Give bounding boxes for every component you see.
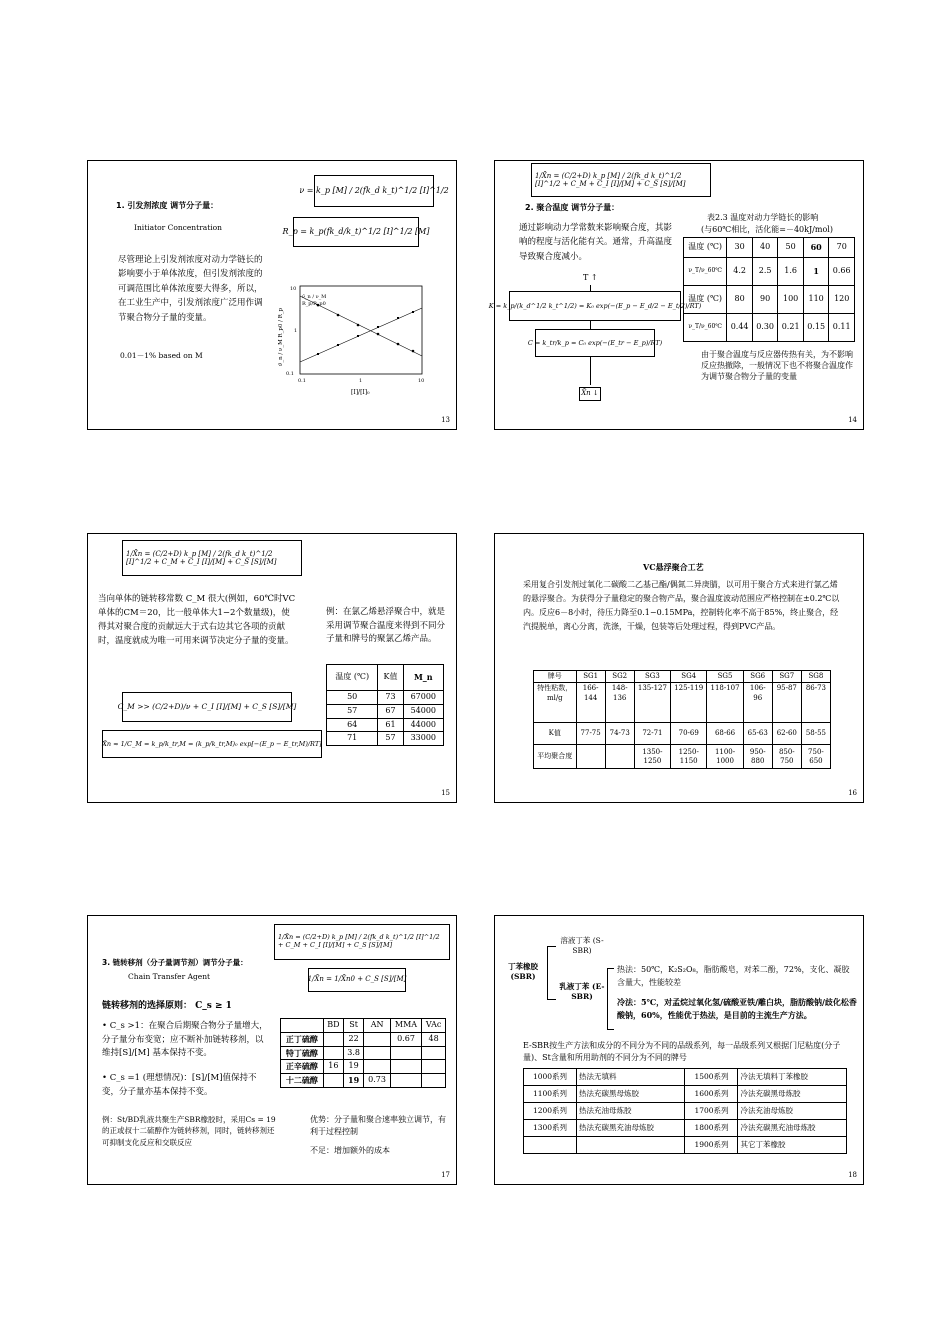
table-cell: 67000 bbox=[403, 691, 443, 705]
slide-number: 17 bbox=[441, 1170, 450, 1179]
table-cell bbox=[605, 745, 634, 769]
table-cell: 67 bbox=[378, 704, 403, 718]
table-cell bbox=[390, 1060, 421, 1074]
table-cell: 19 bbox=[343, 1074, 364, 1088]
slide-17 bbox=[87, 915, 457, 1185]
example: 例：St/BD乳液共聚生产SBR橡胶时，采用Cs = 19的正或叔十二硫醇作为链转移剂，同时，链转移剂还可抑制支化反应和交联反应 bbox=[102, 1115, 276, 1147]
table-cell: 0.11 bbox=[829, 314, 855, 342]
table-cell bbox=[576, 745, 605, 769]
table-cell: 热法充油母炼胶 bbox=[577, 1103, 685, 1120]
slide-18 bbox=[494, 915, 864, 1185]
slide-number: 16 bbox=[848, 788, 857, 797]
table-cell: 温度 (℃) bbox=[684, 286, 727, 314]
table-cell: 温度 (℃) bbox=[327, 665, 378, 691]
temperature-table bbox=[683, 237, 855, 342]
slide-title: 2. 聚合温度 调节分子量： bbox=[525, 203, 620, 212]
legend-item: ν̄_n / ν_M bbox=[302, 294, 327, 300]
table-cell: 74-73 bbox=[605, 723, 634, 745]
table-cell: 0.44 bbox=[727, 314, 753, 342]
table-cell: SG1 bbox=[576, 671, 605, 683]
table-cell: 正辛硫醇 bbox=[281, 1060, 324, 1074]
formula-nu: ν = k_p [M] / 2(fk_d k_t)^1/2 [I]^1/2 bbox=[314, 175, 434, 207]
table-cell: 30 bbox=[727, 238, 753, 258]
slide-number: 13 bbox=[441, 415, 450, 424]
disadvantage: 不足：增加额外的成本 bbox=[310, 1146, 390, 1155]
formula-rp: R_p = k_p(fk_d/k_t)^1/2 [I]^1/2 [M] bbox=[293, 217, 419, 247]
table-cell: 4.2 bbox=[727, 258, 753, 286]
slide-16 bbox=[494, 533, 864, 803]
table-cell bbox=[524, 1137, 577, 1154]
table-cell: 1500系列 bbox=[685, 1069, 738, 1086]
table-cell: 44000 bbox=[403, 718, 443, 732]
ctsa-table bbox=[280, 1018, 446, 1088]
tick-label: 10 bbox=[290, 286, 297, 292]
table-cell: 118-107 bbox=[707, 683, 743, 723]
formula-cm: C_M >> (C/2+D)/ν + C_I [I]/[M] + C_S [S]/[M] bbox=[122, 692, 292, 722]
table-cell: ν_T/ν_60℃ bbox=[684, 314, 727, 342]
table-cell: 106-96 bbox=[743, 683, 772, 723]
formula-xn: 1/X̄n = (C/2+D) k_p [M] / 2(fk_d k_t)^1/2 [I]^1/2 + C_M + C_I [I]/[M] + C_S [S]/[M] bbox=[274, 924, 450, 960]
table-cell: 热法无填料 bbox=[577, 1069, 685, 1086]
table-cell: 1300系列 bbox=[524, 1120, 577, 1137]
table-cell: 125-119 bbox=[671, 683, 707, 723]
branch-emulsion: 乳液丁苯 (E-SBR) bbox=[559, 982, 605, 1002]
table-cell bbox=[323, 1046, 343, 1060]
table-cell: 86-73 bbox=[801, 683, 830, 723]
table-cell: 热法充碳黑充油母炼胶 bbox=[577, 1120, 685, 1137]
table-cell: 冷法充油母炼胶 bbox=[738, 1103, 847, 1120]
table-cell: 850-750 bbox=[772, 745, 801, 769]
table-cell: BD bbox=[323, 1019, 343, 1033]
table-cell bbox=[390, 1074, 421, 1088]
table-cell: 1200系列 bbox=[524, 1103, 577, 1120]
table-cell: 1000系列 bbox=[524, 1069, 577, 1086]
table-cell: 70 bbox=[829, 238, 855, 258]
legend-item: R_p/R_p0 bbox=[302, 301, 326, 307]
table-cell: 80 bbox=[727, 286, 753, 314]
tick-label: 10 bbox=[418, 378, 425, 384]
table-cell bbox=[577, 1137, 685, 1154]
table-cell: 其它丁苯橡胶 bbox=[738, 1137, 847, 1154]
table-cell: SG7 bbox=[772, 671, 801, 683]
table-cell: 0.15 bbox=[803, 314, 829, 342]
table-cell: 33000 bbox=[403, 732, 443, 746]
table-cell: 0.21 bbox=[778, 314, 804, 342]
table-cell bbox=[281, 1019, 324, 1033]
table-cell: 冷法充碳黑母炼胶 bbox=[738, 1086, 847, 1103]
advantage: 优势：分子量和聚合速率独立调节，有利于过程控制 bbox=[310, 1115, 446, 1136]
slide-title: VC悬浮聚合工艺 bbox=[643, 562, 704, 572]
brace bbox=[547, 946, 556, 1000]
slide-number: 14 bbox=[848, 415, 857, 424]
table-cell: 正丁硫醇 bbox=[281, 1032, 324, 1046]
table-cell: 特性粘数，ml/g bbox=[534, 683, 577, 723]
formula-xn-approx: X̄n ≈ 1/C_M = k_p/k_tr,M = (k_p/k_tr,M)₀ exp[−(E_p − E_tr,M)/RT] bbox=[102, 730, 322, 758]
table-cell: 72-71 bbox=[634, 723, 670, 745]
formula-c: C = k_tr/k_p = C₀ exp(−(E_tr − E_p)/RT) bbox=[535, 329, 655, 357]
table-cell: 0.30 bbox=[752, 314, 778, 342]
table-cell: 1100系列 bbox=[524, 1086, 577, 1103]
table-cell bbox=[422, 1046, 446, 1060]
table-cell: 148-136 bbox=[605, 683, 634, 723]
table-cell: 61 bbox=[378, 718, 403, 732]
table-cell: 1350-1250 bbox=[634, 745, 670, 769]
table-cell: 40 bbox=[752, 238, 778, 258]
table-caption: 表2.3 温度对动力学链长的影响 bbox=[707, 213, 819, 222]
table-cell: 950-880 bbox=[743, 745, 772, 769]
table-cell: 54000 bbox=[403, 704, 443, 718]
temperature-up: T ↑ bbox=[583, 273, 598, 282]
xn-down: X̄n ↓ bbox=[579, 387, 601, 401]
table-cell: SG2 bbox=[605, 671, 634, 683]
x-axis-label: [I]/[I]₀ bbox=[351, 389, 370, 396]
table-cell: 58-55 bbox=[801, 723, 830, 745]
table-cell: 牌号 bbox=[534, 671, 577, 683]
paragraph-2: 例：在氯乙烯悬浮聚合中，就是采用调节聚合温度来得到不同分子量和牌号的聚氯乙烯产品。 bbox=[326, 607, 446, 645]
table-cell: 73 bbox=[378, 691, 403, 705]
table-cell: 冷法无填料丁苯橡胶 bbox=[738, 1069, 847, 1086]
slide-13 bbox=[87, 160, 457, 430]
slide-title: 3. 链转移剂（分子量调节剂）调节分子量： bbox=[102, 958, 248, 967]
paragraph: E-SBR按生产方法和成分的不同分为不同的品级系列，每一品级系列又根据门尼粘度(分子量)、St含量和所用助剂的不同分为不同的牌号 bbox=[523, 1041, 841, 1062]
slide-number: 18 bbox=[848, 1170, 857, 1179]
table-cell: 68-66 bbox=[707, 723, 743, 745]
table-cell bbox=[323, 1074, 343, 1088]
table-cell: 平均聚合度 bbox=[534, 745, 577, 769]
table-cell: 十二硫醇 bbox=[281, 1074, 324, 1088]
table-cell: 57 bbox=[378, 732, 403, 746]
table-cell: 1800系列 bbox=[685, 1120, 738, 1137]
formula-k: K = k_p/(k_d^1/2 k_t^1/2) = K₀ exp(−(E_p − E_d/2 − E_t/2)/RT) bbox=[509, 291, 681, 321]
table-cell bbox=[364, 1060, 390, 1074]
table-cell: 71 bbox=[327, 732, 378, 746]
hot-method: 热法：50℃，K₂S₂O₈，脂肪酸皂，对苯二酚，72%，支化、凝胶含量大，性能较差 bbox=[617, 965, 850, 987]
slide-title: 1. 引发剂浓度 调节分子量： bbox=[116, 201, 219, 210]
table-cell: 0.66 bbox=[829, 258, 855, 286]
table-cell: SG8 bbox=[801, 671, 830, 683]
paragraph: 尽管理论上引发剂浓度对动力学链长的影响要小于单体浓度，但引发剂浓度的可调范围比单体浓度要大得多，所以，在工业生产中，引发剂浓度广泛用作调节聚合物分子量的变量。 bbox=[118, 255, 263, 323]
paragraph: 通过影响动力学常数来影响聚合度，其影响的程度与活化能有关。通常，升高温度导致聚合度减小。 bbox=[519, 223, 673, 262]
table-cell: SG6 bbox=[743, 671, 772, 683]
tick-label: 0.1 bbox=[286, 371, 294, 377]
table-cell: St bbox=[343, 1019, 364, 1033]
table-cell: 3.8 bbox=[343, 1046, 364, 1060]
table-cell: 1900系列 bbox=[685, 1137, 738, 1154]
brace bbox=[607, 968, 614, 1030]
table-cell: 0.73 bbox=[364, 1074, 390, 1088]
table-cell: 90 bbox=[752, 286, 778, 314]
table-cell: 750-650 bbox=[801, 745, 830, 769]
principle: 链转移剂的选择原则： C_s ≥ 1 bbox=[102, 1001, 232, 1011]
table-cell: 62-60 bbox=[772, 723, 801, 745]
table-cell: 热法充碳黑母炼胶 bbox=[577, 1086, 685, 1103]
table-cell: 19 bbox=[343, 1060, 364, 1074]
table-cell: 77-75 bbox=[576, 723, 605, 745]
paragraph-2: 由于聚合温度与反应器传热有关，为不影响反应热撤除，一般情况下也不将聚合温度作为调节聚合物分子量的变量 bbox=[701, 350, 853, 382]
table-cell: 16 bbox=[323, 1060, 343, 1074]
table-cell: 70-69 bbox=[671, 723, 707, 745]
table-cell: 57 bbox=[327, 704, 378, 718]
slide-14 bbox=[488, 160, 864, 430]
table-cell: VAc bbox=[422, 1019, 446, 1033]
note: 0.01－1% based on M bbox=[120, 351, 203, 360]
paragraph: 当向单体的链转移常数 C_M 很大(例如，60℃时VC单体的CM＝20，比一般单体大1−2个数量级)，使得其对聚合度的贡献远大于式右边其它各项的贡献时，温度就成为唯一可用来调节决定分子量的变量。 bbox=[98, 594, 296, 647]
pvc-grade-table bbox=[533, 670, 831, 769]
table-cell: ν_T/ν_60℃ bbox=[684, 258, 727, 286]
table-cell: 1250-1150 bbox=[671, 745, 707, 769]
initiator-chart bbox=[268, 276, 438, 401]
table-cell: 冷法充碳黑充油母炼胶 bbox=[738, 1120, 847, 1137]
table-cell: 50 bbox=[327, 691, 378, 705]
table-cell: 100 bbox=[778, 286, 804, 314]
table-cell: 0.67 bbox=[390, 1032, 421, 1046]
table-cell: 48 bbox=[422, 1032, 446, 1046]
table-cell: SG4 bbox=[671, 671, 707, 683]
root-label: 丁苯橡胶 (SBR) bbox=[508, 962, 538, 982]
slide-subtitle: Initiator Concentration bbox=[134, 223, 222, 232]
table-cell bbox=[364, 1046, 390, 1060]
formula-xn: 1/X̄n = (C/2+D) k_p [M] / 2(fk_d k_t)^1/2 [I]^1/2 + C_M + C_I [I]/[M] + C_S [S]/[M] bbox=[122, 540, 302, 576]
table-cell: 2.5 bbox=[752, 258, 778, 286]
table-cell: K值 bbox=[378, 665, 403, 691]
sbr-series-table bbox=[523, 1068, 847, 1154]
table-cell: 60 bbox=[803, 238, 829, 258]
table-cell: 22 bbox=[343, 1032, 364, 1046]
table-cell: 95-87 bbox=[772, 683, 801, 723]
slide-number: 15 bbox=[441, 788, 450, 797]
branch-solution: 溶液丁苯 (S-SBR) bbox=[560, 936, 604, 956]
table-cell: M_n bbox=[403, 665, 443, 691]
table-cell: 1700系列 bbox=[685, 1103, 738, 1120]
paragraph: 采用复合引发剂过氧化二碳酸二乙基己酯/偶氮二异庚腈，以可用于聚合方式来进行氯乙烯的悬浮聚合。为获得分子量稳定的聚合物产品，聚合温度波动范围应严格控制在±0.2℃以内。反应6－8小时，待压力降至0.1−0.15MPa，控制转化率不高于85%，终止聚合，经汽提脱单，离心分离，洗涤，干燥，包装等后处理过程，得到PVC产品。 bbox=[523, 580, 840, 631]
table-cell bbox=[323, 1032, 343, 1046]
k-value-table bbox=[326, 664, 444, 746]
table-cell: 120 bbox=[829, 286, 855, 314]
tick-label: 0.1 bbox=[298, 378, 306, 384]
bullet-1: • C_s >1：在聚合后期聚合物分子量增大，分子量分布变宽；应不断补加链转移剂，以维持[S]/[M] 基本保持不变。 bbox=[102, 1021, 268, 1059]
table-cell: 166-144 bbox=[576, 683, 605, 723]
table-caption: (与60℃相比，活化能=－40kJ/mol) bbox=[701, 225, 833, 234]
table-cell: 65-63 bbox=[743, 723, 772, 745]
table-cell: 110 bbox=[803, 286, 829, 314]
table-cell: 1 bbox=[803, 258, 829, 286]
table-cell: 135-127 bbox=[634, 683, 670, 723]
y-axis-label: ν̄_n / ν_M R_p0 / R_p bbox=[278, 307, 284, 366]
table-cell bbox=[364, 1032, 390, 1046]
table-cell: 温度 (℃) bbox=[684, 238, 727, 258]
table-cell: MMA bbox=[390, 1019, 421, 1033]
table-cell: SG3 bbox=[634, 671, 670, 683]
table-cell: 50 bbox=[778, 238, 804, 258]
table-cell: 特丁硫醇 bbox=[281, 1046, 324, 1060]
slide-subtitle: Chain Transfer Agent bbox=[128, 972, 211, 981]
table-cell bbox=[422, 1060, 446, 1074]
table-cell bbox=[390, 1046, 421, 1060]
table-cell: SG5 bbox=[707, 671, 743, 683]
table-cell: 1100-1000 bbox=[707, 745, 743, 769]
table-cell: 1600系列 bbox=[685, 1086, 738, 1103]
slide-15 bbox=[87, 533, 457, 803]
formula-xn-s: 1/X̄n = 1/X̄n0 + C_S [S]/[M] bbox=[308, 968, 406, 992]
tick-label: 1 bbox=[294, 328, 298, 334]
table-cell: 64 bbox=[327, 718, 378, 732]
bullet-2: • C_s =1 (理想情况)：[S]/[M]值保持不变，分子量亦基本保持不变。 bbox=[102, 1073, 257, 1097]
table-cell bbox=[422, 1074, 446, 1088]
table-cell: 1.6 bbox=[778, 258, 804, 286]
formula-xn: 1/X̄n = (C/2+D) k_p [M] / 2(fk_d k_t)^1/2 [I]^1/2 + C_M + C_I [I]/[M] + C_S [S]/[M] bbox=[531, 163, 711, 197]
table-cell: K值 bbox=[534, 723, 577, 745]
tick-label: 1 bbox=[359, 378, 363, 384]
cold-method: 冷法：5℃，对孟烷过氧化氢/硫酸亚铁/雕白块，脂肪酸钠/歧化松香酸钠，60%，性能优于热法，是目前的主流生产方法。 bbox=[617, 997, 857, 1020]
table-cell: AN bbox=[364, 1019, 390, 1033]
